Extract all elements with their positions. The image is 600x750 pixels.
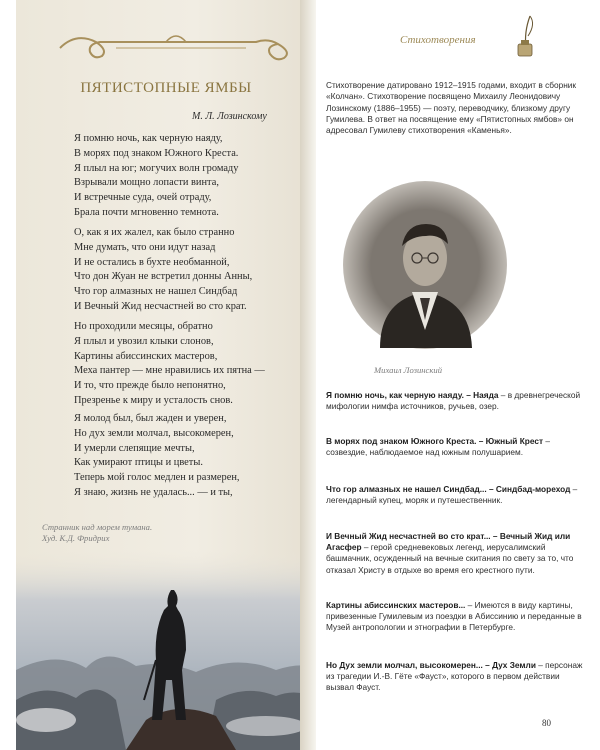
note <box>326 600 588 634</box>
note-text: – легендарный купец, моряк и путешественник. <box>326 484 578 506</box>
verse-line: Но проходили месяцы, обратно <box>74 321 213 332</box>
verse-line: Картины абиссинских мастеров, <box>74 350 218 362</box>
inkwell-quill-icon <box>510 14 540 58</box>
verse-line: Взрывали мощно лопасти винта, <box>74 177 219 189</box>
verse-line: Теперь мой голос медлен и размерен, <box>74 472 240 484</box>
page-number: 80 <box>542 718 551 728</box>
note-term: Я помню ночь, как черную наяду. – Наяда <box>326 390 499 400</box>
dedication: М. Л. Лозинскому <box>192 111 267 122</box>
stanza-1 <box>74 132 238 221</box>
poem-title: ПЯТИСТОПНЫЕ ЯМБЫ <box>80 80 252 96</box>
note-term: И Вечный Жид несчастней во сто крат... – Вечный Жид или Агасфер <box>326 531 571 553</box>
note-term: Картины абиссинских мастеров... <box>326 600 466 610</box>
intro-text: Стихотворение датировано 1912–1915 годами, входит в сборник «Колчан». Стихотворение посвящено Михаилу Леонидовичу Лозинскому (1886–1955) — поэту, переводчику, близкому другу Гумилева. В ответ на посвящение ему «Пятистопных ямбов» он адресовал Гумилеву стихотворения «Каменья». <box>326 80 577 136</box>
verse-line: И Вечный Жид несчастней во сто крат. <box>74 300 247 312</box>
verse-line: В морях под знаком Южного Креста. <box>74 147 239 159</box>
verse-line: И встречные суда, очей отраду, <box>74 192 212 204</box>
verse-line: Презренье к миру и усталость снов. <box>74 394 233 406</box>
page-fold <box>300 0 316 750</box>
verse-line: И то, что прежде было непонятно, <box>74 380 226 392</box>
note-term: Но Дух земли молчал, высокомерен... – Дух Земли <box>326 660 536 670</box>
section-label: Стихотворения <box>400 34 476 46</box>
verse-line: Я молод был, был жаден и уверен, <box>74 413 227 424</box>
note <box>326 660 588 694</box>
note <box>326 484 588 506</box>
note-text: – персонаж из трагедии И.-В. Гёте «Фауст», которого в первом действии вызвал Фауст. <box>326 660 583 693</box>
left-page <box>16 0 316 750</box>
verse-line: Меха пантер — мне нравились их пятна — <box>74 365 265 377</box>
note-term: Что гор алмазных не нашел Синдбад... – Синдбад-мореход <box>326 484 571 494</box>
verse-line: Я помню ночь, как черную наяду, <box>74 133 223 144</box>
painting-caption-artist: Худ. К.Д. Фридрих <box>42 533 110 543</box>
portrait-image <box>340 180 510 350</box>
note <box>326 390 588 412</box>
verse-line: Мне думать, что они идут назад <box>74 241 216 253</box>
stanza-4 <box>74 412 239 501</box>
verse-line: О, как я их жалел, как было странно <box>74 227 235 238</box>
verse-line: И не остались в бухте необманной, <box>74 256 230 268</box>
ornament-icon <box>56 28 296 62</box>
verse-line: Я знаю, жизнь не удалась... — и ты, <box>74 486 233 498</box>
painting-caption <box>42 522 152 544</box>
wanderer-painting-image <box>16 550 316 750</box>
verse-line: Что гор алмазных не нашел Синдбад <box>74 286 238 298</box>
verse-line: Брала почти мгновенно темнота. <box>74 206 219 218</box>
right-page <box>316 0 600 750</box>
note <box>326 531 588 576</box>
verse-line: Но дух земли молчал, высокомерен, <box>74 427 234 439</box>
note-text: – в древнегреческой мифологии нимфа источников, ручьев, озер. <box>326 390 581 412</box>
verse-line: Что дон Жуан не встретил донны Анны, <box>74 271 253 283</box>
note-text: – Имеются в виду картины, привезенные Гумилевым из поездки в Абиссинию и переданные в Музей антропологии и этнографии в Петербурге. <box>326 600 582 633</box>
portrait-caption: Михаил Лозинский <box>374 365 442 375</box>
verse-line: И умерли слепящие мечты, <box>74 442 195 454</box>
note-text: – герой средневековых легенд, иерусалимский башмачник, осужденный на вечные скитания по свету за то, что отказал Христу в отдыхе во время его крестного пути. <box>326 542 574 575</box>
stanza-2 <box>74 226 252 315</box>
verse-line: Я плыл на юг; могучих волн громаду <box>74 162 239 174</box>
note-text: – созвездие, наблюдаемое над южным полушарием. <box>326 436 550 458</box>
painting-caption-title: Странник над морем тумана. <box>42 522 153 532</box>
verse-line: Я плыл и увозил клыки слонов, <box>74 335 214 347</box>
note <box>326 436 588 458</box>
note-term: В морях под знаком Южного Креста. – Южный Крест <box>326 436 544 446</box>
verse-line: Как умирают птицы и цветы. <box>74 457 203 469</box>
stanza-3 <box>74 320 265 409</box>
